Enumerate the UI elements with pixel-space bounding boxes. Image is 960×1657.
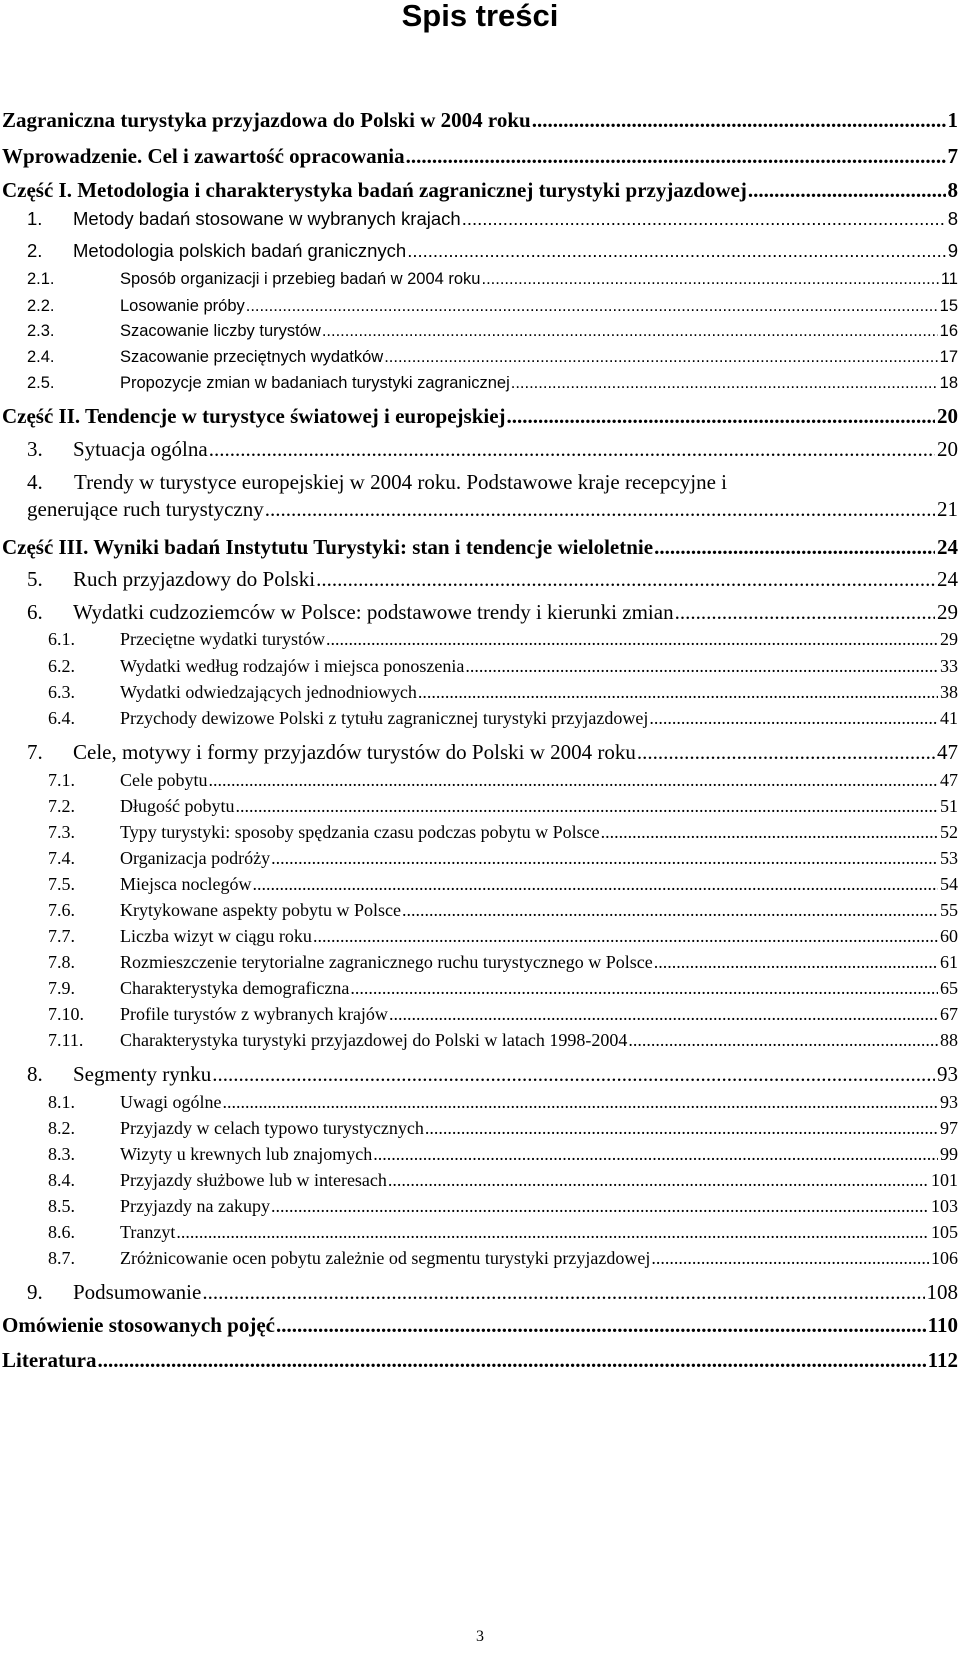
dot-leader: [316, 567, 935, 592]
toc-entry-label: Metody badań stosowane w wybranych krajach: [73, 208, 461, 229]
toc-entry-page: 65: [940, 978, 958, 998]
toc-entry-label: Organizacja podróży: [120, 848, 271, 868]
dot-leader: [271, 1196, 929, 1217]
toc-entry-label: Miejsca noclegów: [120, 874, 252, 894]
toc-entry-page: 9: [947, 240, 958, 261]
toc-entry-label: Liczba wizyt w ciągu roku: [120, 926, 312, 946]
toc-entry-number: 8.1.: [48, 1092, 75, 1112]
toc-entry-number: 2.2.: [27, 297, 55, 315]
toc-entry-page: 11: [940, 270, 958, 288]
toc-entry-number: 7.11.: [48, 1030, 84, 1050]
toc-entry[interactable]: [48, 1030, 958, 1051]
toc-entry-number: 8.: [27, 1062, 43, 1086]
dot-leader: [418, 682, 938, 703]
toc-entry-label: Propozycje zmian w badaniach turystyki zagranicznej: [120, 374, 510, 392]
dot-leader: [649, 708, 938, 729]
toc-entry-page: 88: [940, 1030, 958, 1050]
toc-entry-label: Tranzyt: [120, 1222, 176, 1242]
toc-entry-label: Przyjazdy służbowe lub w interesach: [120, 1170, 387, 1190]
dot-leader: [246, 297, 938, 316]
toc-entry-page: 8: [947, 178, 958, 202]
toc-entry-number: 6.: [27, 600, 43, 624]
toc-entry-page: 16: [939, 322, 958, 340]
toc-entry[interactable]: [27, 567, 958, 592]
toc-entry[interactable]: [48, 848, 958, 869]
dot-leader: [209, 770, 939, 791]
toc-entry-label: Metodologia polskich badań granicznych: [73, 240, 407, 261]
toc-entry[interactable]: [27, 270, 958, 289]
toc-entry[interactable]: [48, 770, 958, 791]
dot-leader: [276, 1313, 926, 1338]
toc-entry-number: 2.5.: [27, 374, 55, 392]
toc-entry[interactable]: [48, 1196, 958, 1217]
toc-entry-label: Wydatki według rodzajów i miejsca ponoszenia: [120, 656, 465, 676]
dot-leader: [389, 1004, 938, 1025]
toc-entry-number: 7.2.: [48, 796, 75, 816]
dot-leader: [209, 437, 935, 462]
toc-entry-label: Segmenty rynku: [73, 1062, 212, 1086]
toc-entry-page: 103: [931, 1196, 958, 1216]
toc-entry-page: 7: [947, 144, 958, 168]
toc-entry-page: 38: [940, 682, 958, 702]
toc-entry-number: 7.9.: [48, 978, 75, 998]
toc-entry-label: Losowanie próby: [120, 297, 245, 315]
toc-entry[interactable]: [27, 1280, 958, 1305]
toc-entry[interactable]: [48, 629, 958, 650]
toc-entry-page: 110: [927, 1313, 958, 1337]
toc-entry-label: Wydatki cudzoziemców w Polsce: podstawowe trendy i kierunki zmian: [73, 600, 674, 624]
toc-entry-label: Sytuacja ogólna: [73, 437, 208, 461]
dot-leader: [326, 629, 938, 650]
toc-entry-number: 7.3.: [48, 822, 75, 842]
toc-entry-label: Szacowanie przeciętnych wydatków: [120, 348, 384, 366]
page-number: 3: [476, 1628, 484, 1645]
toc-entry[interactable]: [27, 600, 958, 625]
toc-entry-page: 51: [940, 796, 958, 816]
toc-entry-page: 112: [927, 1348, 958, 1372]
toc-entry-page: 20: [937, 404, 958, 428]
toc-entry-page: 29: [940, 629, 958, 649]
dot-leader: [654, 535, 935, 560]
toc-entry-page: 60: [940, 926, 958, 946]
toc-entry[interactable]: [48, 952, 958, 973]
toc-entry[interactable]: [27, 297, 958, 316]
toc-entry-label: Uwagi ogólne: [120, 1092, 222, 1112]
toc-entry-page: 41: [940, 708, 958, 728]
toc-entry-label: Część I. Metodologia i charakterystyka badań zagranicznej turystyki przyjazdowej: [2, 178, 747, 202]
toc-entry[interactable]: [2, 535, 958, 560]
toc-entry-label: Wizyty u krewnych lub znajomych: [120, 1144, 373, 1164]
toc-entry-number: 7.5.: [48, 874, 75, 894]
toc-entry-label: Wydatki odwiedzających jednodniowych: [120, 682, 417, 702]
dot-leader: [402, 900, 938, 921]
toc-entry[interactable]: [2, 404, 958, 429]
toc-entry[interactable]: [48, 1222, 958, 1243]
toc-entry-page: 18: [939, 374, 958, 392]
toc-entry-page: 55: [940, 900, 958, 920]
toc-entry-label: Charakterystyka turystyki przyjazdowej do Polski w latach 1998-2004: [120, 1030, 628, 1050]
toc-entry-number: 6.4.: [48, 708, 75, 728]
toc-entry-label: Przeciętne wydatki turystów: [120, 629, 325, 649]
toc-entry[interactable]: [48, 874, 958, 895]
dot-leader: [252, 874, 938, 895]
toc-entry[interactable]: [48, 926, 958, 947]
toc-entry-page: 61: [940, 952, 958, 972]
toc-entry[interactable]: [48, 1248, 958, 1269]
toc-entry-number: 7.6.: [48, 900, 75, 920]
toc-entry[interactable]: [27, 470, 958, 526]
toc-entry-label: Długość pobytu: [120, 796, 235, 816]
toc-entry-number: 8.7.: [48, 1248, 75, 1268]
dot-leader: [462, 208, 946, 230]
toc-entry-number: 2.4.: [27, 348, 55, 366]
dot-leader: [388, 1170, 929, 1191]
toc-entry-page: 29: [937, 600, 958, 624]
toc-entry-label: Typy turystyki: sposoby spędzania czasu podczas pobytu w Polsce: [120, 822, 600, 842]
toc-entry-label: Cele, motywy i formy przyjazdów turystów do Polski w 2004 roku: [73, 740, 636, 764]
toc-entry-number: 8.2.: [48, 1118, 75, 1138]
toc-entry[interactable]: [2, 1348, 958, 1373]
toc-entry-page: 8: [947, 208, 958, 229]
toc-entry-page: 106: [931, 1248, 958, 1268]
dot-leader: [748, 178, 946, 203]
dot-leader: [532, 108, 946, 133]
dot-leader: [675, 600, 935, 625]
dot-leader: [407, 240, 945, 262]
toc-entry-number: 2.3.: [27, 322, 55, 340]
toc-entry[interactable]: [48, 1004, 958, 1025]
toc-entry-label: Rozmieszczenie terytorialne zagranicznego ruchu turystycznego w Polsce: [120, 952, 653, 972]
dot-leader: [222, 1092, 938, 1113]
toc-entry[interactable]: [27, 740, 958, 765]
toc-entry-page: 67: [940, 1004, 958, 1024]
toc-entry-label: Literatura: [2, 1348, 97, 1372]
toc-entry-label: Przyjazdy na zakupy: [120, 1196, 270, 1216]
toc-entry[interactable]: [27, 208, 958, 230]
toc-entry-label: Zagraniczna turystyka przyjazdowa do Polski w 2004 roku: [2, 108, 531, 132]
dot-leader: [212, 1062, 935, 1087]
toc-entry-page: 101: [931, 1170, 958, 1190]
toc-entry[interactable]: [48, 1092, 958, 1113]
toc-entry-label: Charakterystyka demograficzna: [120, 978, 350, 998]
toc-entry-number: 3.: [27, 437, 43, 461]
toc-entry[interactable]: [48, 796, 958, 817]
dot-leader: [507, 404, 935, 429]
toc-entry-number: 8.6.: [48, 1222, 75, 1242]
dot-leader: [651, 1248, 929, 1269]
dot-leader: [265, 497, 935, 522]
toc-entry-label: Ruch przyjazdowy do Polski: [73, 567, 316, 591]
toc-entry[interactable]: [2, 108, 958, 133]
toc-entry-number: 6.2.: [48, 656, 75, 676]
toc-entry[interactable]: [48, 656, 958, 677]
toc-entry-page: 93: [937, 1062, 958, 1086]
dot-leader: [654, 952, 938, 973]
toc-entry-page: 15: [939, 297, 958, 315]
dot-leader: [373, 1144, 938, 1165]
toc-entry-label-continued: generujące ruch turystyczny: [27, 497, 264, 521]
dot-leader: [236, 796, 939, 817]
toc-entry-page: 105: [931, 1222, 958, 1242]
dot-leader: [313, 926, 938, 947]
toc-entry[interactable]: [27, 437, 958, 462]
toc-entry[interactable]: [27, 374, 958, 393]
toc-entry-number: 6.1.: [48, 629, 75, 649]
toc-entry-page: 1: [947, 108, 958, 132]
toc-entry-page: 52: [940, 822, 958, 842]
dot-leader: [271, 848, 938, 869]
dot-leader: [637, 740, 935, 765]
toc-entry-page: 20: [937, 437, 958, 461]
toc-entry-number: 2.: [27, 240, 43, 261]
toc-entry[interactable]: [48, 1118, 958, 1139]
toc-entry-number: 7.4.: [48, 848, 75, 868]
toc-entry-label: Cele pobytu: [120, 770, 208, 790]
toc-entry-label: Wprowadzenie. Cel i zawartość opracowania: [2, 144, 405, 168]
dot-leader: [202, 1280, 924, 1305]
toc-entry-page: 108: [926, 1280, 958, 1304]
toc-entry-label: Przyjazdy w celach typowo turystycznych: [120, 1118, 424, 1138]
toc-entry-page: 53: [940, 848, 958, 868]
toc-entry-number: 4.: [27, 470, 43, 494]
toc-entry[interactable]: [48, 822, 958, 843]
toc-entry[interactable]: [48, 1170, 958, 1191]
toc-entry-page: 54: [940, 874, 958, 894]
toc-entry-number: 7.7.: [48, 926, 75, 946]
toc-entry[interactable]: [48, 900, 958, 921]
toc-entry[interactable]: [27, 1062, 958, 1087]
toc-entry[interactable]: [27, 348, 958, 367]
toc-entry-number: 9.: [27, 1280, 43, 1304]
toc-entry-label: Krytykowane aspekty pobytu w Polsce: [120, 900, 401, 920]
toc-entry-number: 8.5.: [48, 1196, 75, 1216]
toc-entry[interactable]: [27, 240, 958, 262]
toc-entry-number: 6.3.: [48, 682, 75, 702]
dot-leader: [384, 348, 937, 367]
toc-entry-number: 7.8.: [48, 952, 75, 972]
dot-leader: [425, 1118, 938, 1139]
dot-leader: [465, 656, 938, 677]
toc-entry-page: 47: [937, 740, 958, 764]
toc-entry[interactable]: [48, 978, 958, 999]
toc-entry-page: 99: [940, 1144, 958, 1164]
toc-entry-page: 17: [939, 348, 958, 366]
toc-entry[interactable]: [2, 178, 958, 203]
toc-entry-number: 7.10.: [48, 1004, 84, 1024]
toc-entry-label: Trendy w turystyce europejskiej w 2004 roku. Podstawowe kraje recepcyjne i: [74, 470, 727, 494]
toc-entry-number: 2.1.: [27, 270, 55, 288]
toc-entry-page: 21: [937, 497, 958, 521]
toc-entry-label: Przychody dewizowe Polski z tytułu zagranicznej turystyki przyjazdowej: [120, 708, 649, 728]
dot-leader: [482, 270, 939, 289]
toc-entry-page: 97: [940, 1118, 958, 1138]
toc-entry-label: Część II. Tendencje w turystyce światowej i europejskiej: [2, 404, 506, 428]
dot-leader: [322, 322, 938, 341]
toc-entry[interactable]: [2, 144, 958, 169]
dot-leader: [406, 144, 946, 169]
toc-entry-label: Część III. Wyniki badań Instytutu Turystyki: stan i tendencje wieloletnie: [2, 535, 654, 559]
dot-leader: [176, 1222, 929, 1243]
toc-entry-number: 7.: [27, 740, 43, 764]
toc-entry-number: 1.: [27, 208, 43, 229]
toc-entry-label: Szacowanie liczby turystów: [120, 322, 321, 340]
dot-leader: [628, 1030, 938, 1051]
toc-entry-number: 5.: [27, 567, 43, 591]
toc-entry-label: Podsumowanie: [73, 1280, 202, 1304]
toc-entry-page: 24: [937, 535, 958, 559]
toc-entry-number: 8.3.: [48, 1144, 75, 1164]
toc-entry-number: 8.4.: [48, 1170, 75, 1190]
toc-entry-page: 24: [937, 567, 958, 591]
dot-leader: [601, 822, 938, 843]
toc-entry-label: Zróżnicowanie ocen pobytu zależnie od segmentu turystyki przyjazdowej: [120, 1248, 651, 1268]
toc-entry-label: Sposób organizacji i przebieg badań w 2004 roku: [120, 270, 481, 288]
toc-entry[interactable]: [27, 322, 958, 341]
toc-entry-page: 33: [940, 656, 958, 676]
toc-entry-number: 7.1.: [48, 770, 75, 790]
toc-entry[interactable]: [48, 1144, 958, 1165]
dot-leader: [511, 374, 938, 393]
toc-entry-label: Profile turystów z wybranych krajów: [120, 1004, 388, 1024]
toc-entry-page: 93: [940, 1092, 958, 1112]
toc-entry[interactable]: [48, 708, 958, 729]
toc-entry[interactable]: [48, 682, 958, 703]
page-title: Spis treści: [401, 0, 559, 33]
dot-leader: [350, 978, 938, 999]
toc-entry[interactable]: [2, 1313, 958, 1338]
toc-entry-page: 47: [940, 770, 958, 790]
toc-entry-label: Omówienie stosowanych pojęć: [2, 1313, 275, 1337]
dot-leader: [97, 1348, 925, 1373]
